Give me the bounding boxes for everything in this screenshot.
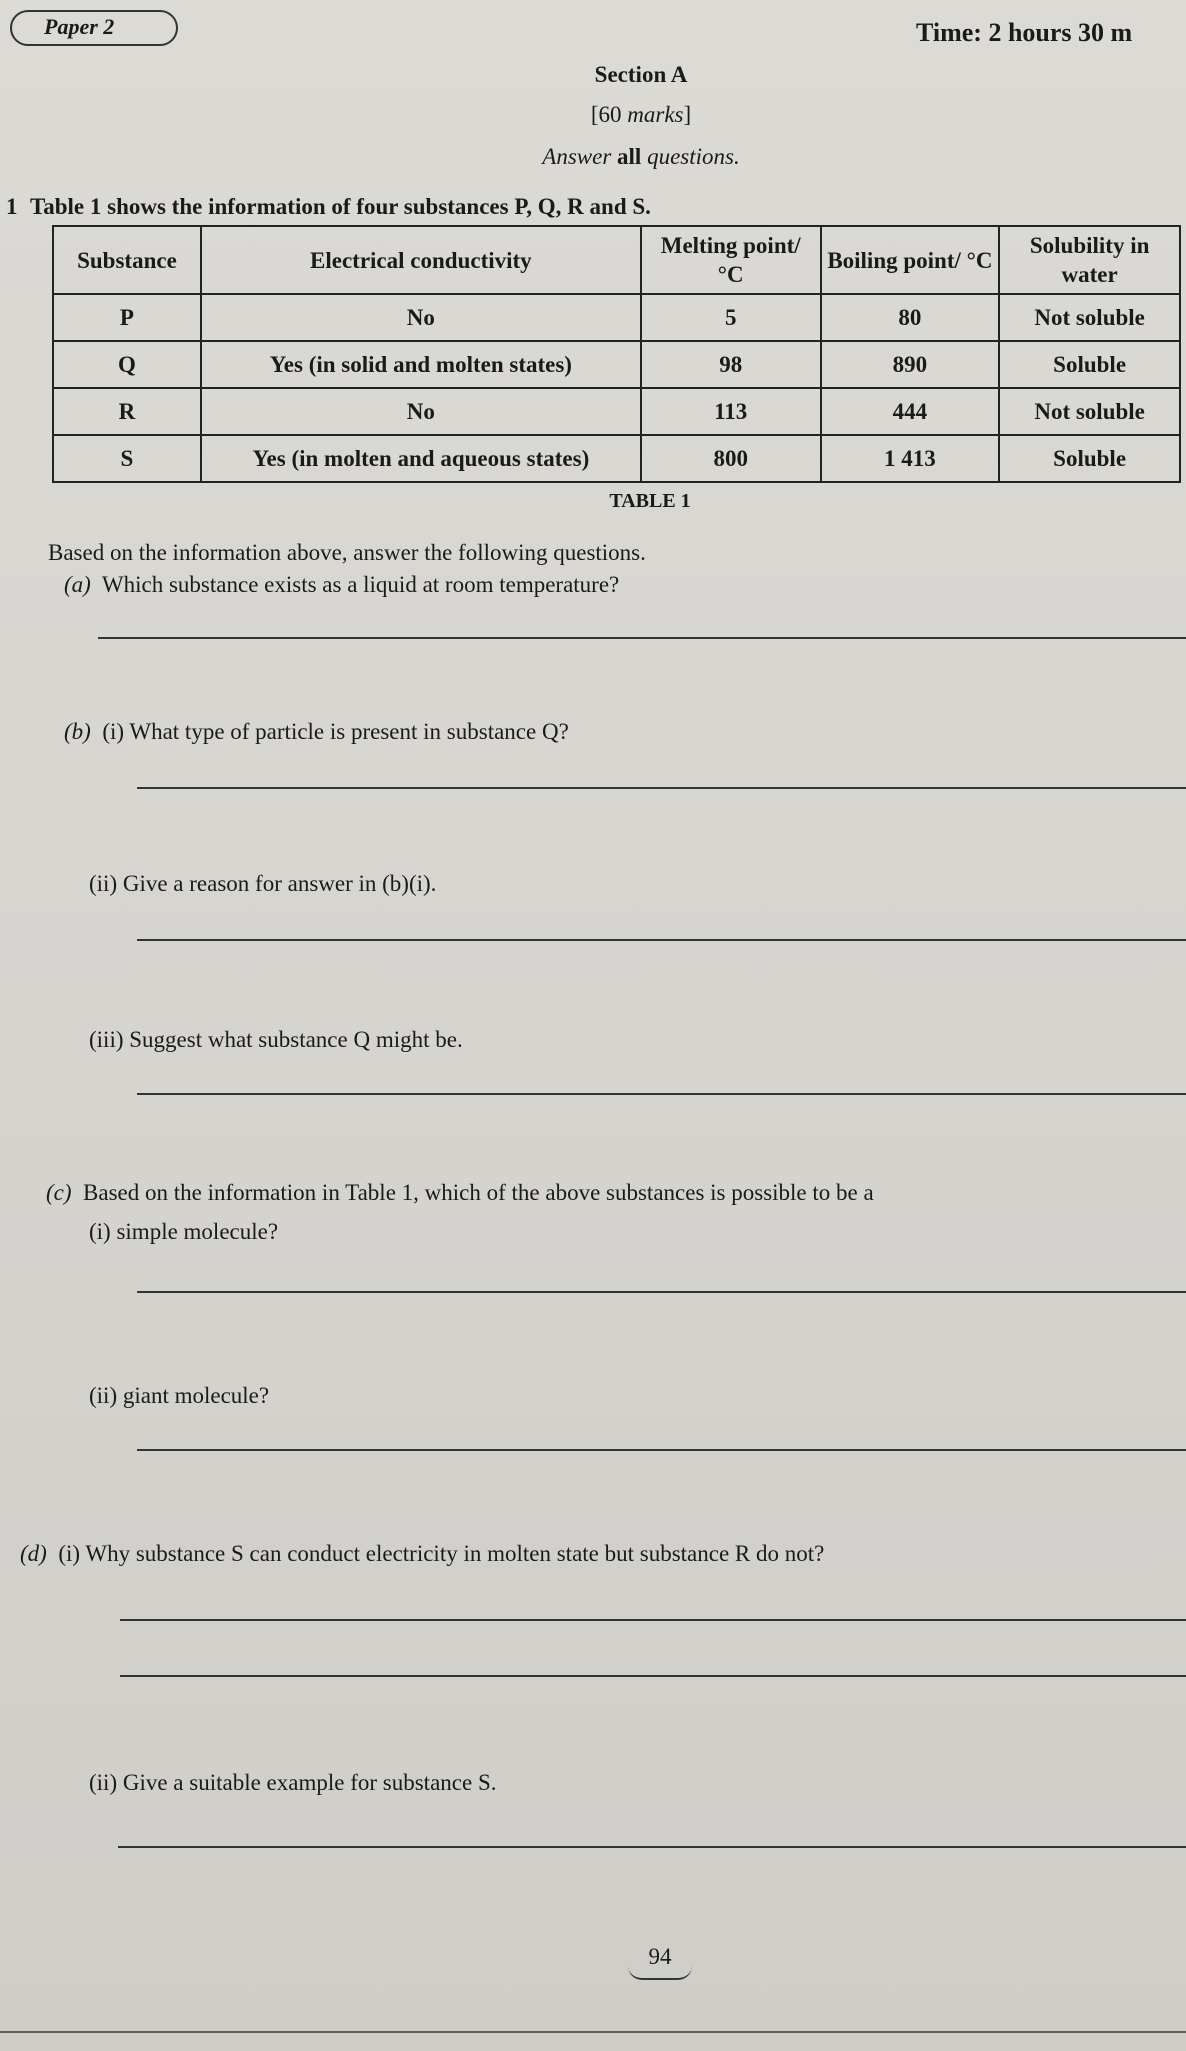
- header-boiling-point: Boiling point/ °C: [821, 226, 1000, 294]
- header-conductivity: Electrical conductivity: [201, 226, 641, 294]
- cell-solubility: Not soluble: [999, 294, 1180, 341]
- instruction: [542, 144, 739, 170]
- cell-substance: P: [53, 294, 201, 341]
- answer-line-a[interactable]: [98, 637, 1186, 639]
- part-d-label: (d): [20, 1541, 47, 1566]
- cell-substance: S: [53, 435, 201, 482]
- cell-melting: 800: [641, 435, 821, 482]
- part-a: [64, 572, 619, 598]
- table-header-row: [53, 226, 1180, 294]
- answer-line-b-i[interactable]: [137, 787, 1186, 789]
- substances-table: [52, 225, 1181, 483]
- part-b-i-text: (i) What type of particle is present in substance Q?: [102, 719, 569, 744]
- paper-label: Paper 2: [10, 10, 178, 46]
- answer-line-d-i-1[interactable]: [120, 1619, 1186, 1621]
- cell-conductivity: Yes (in molten and aqueous states): [201, 435, 641, 482]
- part-c-i: (i) simple molecule?: [89, 1219, 279, 1244]
- answer-line-c-i[interactable]: [137, 1291, 1186, 1293]
- header-solubility: Solubility in water: [999, 226, 1180, 294]
- cell-solubility: Soluble: [999, 341, 1180, 388]
- marks-word: marks: [627, 102, 684, 127]
- part-a-text: Which substance exists as a liquid at room temperature?: [101, 572, 620, 597]
- part-c-ii: (ii) giant molecule?: [89, 1383, 270, 1408]
- cell-boiling: 444: [821, 388, 1000, 435]
- cell-boiling: 890: [821, 341, 1000, 388]
- bottom-rule: [0, 2031, 1186, 2033]
- time-allowed: Time: 2 hours 30 m: [916, 18, 1133, 47]
- header-melting-point: Melting point/ °C: [641, 226, 821, 294]
- table-row: [53, 294, 1180, 341]
- part-c-label: (c): [46, 1180, 72, 1205]
- instruction-answer: Answer: [542, 144, 618, 169]
- cell-conductivity: No: [201, 294, 641, 341]
- answer-line-b-iii[interactable]: [137, 1093, 1186, 1095]
- instruction-all: all: [617, 144, 642, 169]
- cell-melting: 98: [641, 341, 821, 388]
- instruction-questions: questions.: [641, 144, 740, 169]
- cell-substance: R: [53, 388, 201, 435]
- section-marks: [591, 102, 691, 128]
- page-number: 94: [648, 1944, 672, 1969]
- question-number: 1: [6, 194, 18, 219]
- cell-substance: Q: [53, 341, 201, 388]
- part-b-ii: (ii) Give a reason for answer in (b)(i).: [89, 871, 437, 896]
- answer-line-d-ii[interactable]: [118, 1846, 1186, 1848]
- part-c-text: Based on the information in Table 1, which of the above substances is possible to be a: [83, 1180, 874, 1205]
- answer-line-c-ii[interactable]: [137, 1449, 1186, 1451]
- answer-line-d-i-2[interactable]: [120, 1675, 1186, 1677]
- cell-solubility: Not soluble: [999, 388, 1180, 435]
- cell-boiling: 80: [821, 294, 1000, 341]
- answer-line-b-ii[interactable]: [137, 939, 1186, 941]
- lead-text: Based on the information above, answer the following questions.: [48, 540, 646, 565]
- marks-close: ]: [683, 102, 692, 127]
- table-row: [53, 435, 1180, 482]
- part-d-i: [20, 1541, 824, 1567]
- cell-boiling: 1 413: [821, 435, 1000, 482]
- question-intro: Table 1 shows the information of four substances P, Q, R and S.: [30, 194, 651, 219]
- cell-melting: 113: [641, 388, 821, 435]
- table-row: [53, 388, 1180, 435]
- cell-melting: 5: [641, 294, 821, 341]
- marks-open: [60: [590, 102, 628, 127]
- part-d-i-text: (i) Why substance S can conduct electricity in molten state but substance R do not?: [58, 1541, 825, 1566]
- cell-solubility: Soluble: [999, 435, 1180, 482]
- part-b-i: [64, 719, 569, 745]
- part-b-iii: (iii) Suggest what substance Q might be.: [89, 1027, 463, 1052]
- part-c: [46, 1180, 874, 1206]
- table-caption: TABLE 1: [609, 490, 691, 512]
- cell-conductivity: Yes (in solid and molten states): [201, 341, 641, 388]
- header-substance: Substance: [53, 226, 201, 294]
- page-number-swoosh: [628, 1966, 692, 1980]
- part-a-label: (a): [64, 572, 91, 597]
- part-d-ii: (ii) Give a suitable example for substance S.: [89, 1770, 497, 1795]
- table-row: [53, 341, 1180, 388]
- cell-conductivity: No: [201, 388, 641, 435]
- part-b-label: (b): [64, 719, 91, 744]
- section-title: Section A: [594, 62, 688, 87]
